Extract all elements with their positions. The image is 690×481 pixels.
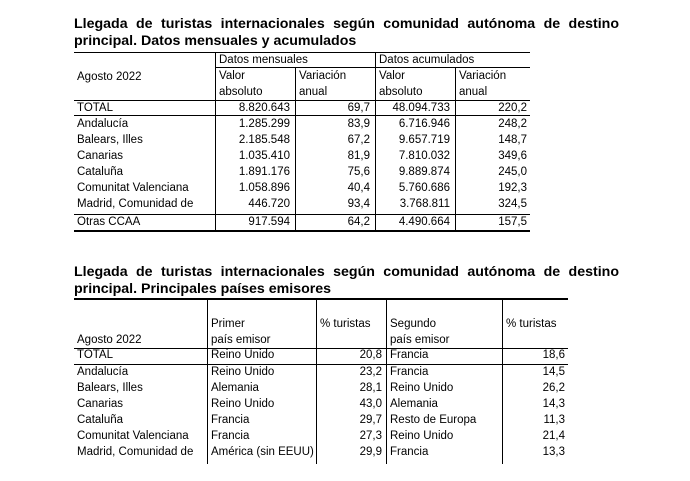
table2-period: Agosto 2022 bbox=[77, 334, 142, 346]
table1-row bbox=[0, 165, 690, 180]
table2-pct1: 29,7 bbox=[359, 414, 382, 426]
table2-row bbox=[0, 445, 690, 460]
table2-second: Resto de Europa bbox=[390, 414, 477, 426]
table2-region: Andalucía bbox=[77, 366, 129, 378]
table1-row bbox=[0, 133, 690, 148]
table2-region: Cataluña bbox=[77, 414, 124, 426]
table1-row bbox=[0, 117, 690, 132]
table1-a-abs: 5.760.686 bbox=[398, 182, 450, 194]
table2-first: América (sin EEUU) bbox=[211, 446, 314, 458]
table1-col-value-1b: Valor bbox=[379, 70, 405, 82]
table1-m-var: 64,2 bbox=[347, 216, 370, 228]
table1-col-value-2: absoluto bbox=[219, 86, 263, 98]
table1-col-var-1b: Variación bbox=[459, 70, 507, 82]
table1-m-var: 81,9 bbox=[347, 150, 370, 162]
table1-bottom-rule bbox=[74, 230, 530, 232]
table1-region: Canarias bbox=[77, 150, 124, 162]
table1-region: Andalucía bbox=[77, 118, 129, 130]
table1-m-var: 83,9 bbox=[347, 118, 370, 130]
table2-pct1: 28,1 bbox=[359, 382, 382, 394]
table2-title: Llegada de turistas internacionales según comunidad autónoma de destino principal. Principales países emisores bbox=[74, 264, 619, 297]
table1-a-abs: 9.657.719 bbox=[398, 134, 450, 146]
table1-region: Balears, Illes bbox=[77, 134, 143, 146]
table1-col-var-1: Variación bbox=[299, 70, 347, 82]
table2-pct2: 26,2 bbox=[542, 382, 565, 394]
table2-pct2: 11,3 bbox=[543, 414, 565, 426]
table2-pct1: 20,8 bbox=[359, 349, 382, 361]
table2-first: Francia bbox=[211, 414, 250, 426]
table1-group-cumulative: Datos acumulados bbox=[379, 54, 475, 66]
table2-pct2: 18,6 bbox=[542, 349, 565, 361]
table1-m-var: 93,4 bbox=[347, 198, 370, 210]
table2-region: Madrid, Comunidad de bbox=[77, 446, 194, 458]
table1-a-var: 324,5 bbox=[498, 198, 527, 210]
table1-row bbox=[0, 149, 690, 164]
table1-m-abs: 8.820.643 bbox=[238, 102, 290, 114]
table1-a-var: 245,0 bbox=[498, 166, 527, 178]
table1-region: TOTAL bbox=[77, 102, 113, 114]
table1-m-var: 69,7 bbox=[347, 102, 370, 114]
table1-a-var: 148,7 bbox=[498, 134, 527, 146]
table1-a-var: 349,6 bbox=[498, 150, 527, 162]
table2-row bbox=[0, 413, 690, 428]
table2-pct1: 23,2 bbox=[359, 366, 382, 378]
table2-first: Reino Unido bbox=[211, 366, 275, 378]
table1-region: Cataluña bbox=[77, 166, 124, 178]
table2-row bbox=[0, 381, 690, 396]
table2-pct1: 29,9 bbox=[359, 446, 382, 458]
table1-a-var: 248,2 bbox=[498, 118, 527, 130]
table2-row bbox=[0, 429, 690, 444]
table1-period: Agosto 2022 bbox=[77, 71, 142, 83]
table1-a-abs: 9.889.874 bbox=[398, 166, 450, 178]
table2-second: Reino Unido bbox=[390, 382, 454, 394]
table2-col-first-1: Primer bbox=[211, 318, 245, 330]
table2-region: Balears, Illes bbox=[77, 382, 143, 394]
table2-region: Comunitat Valenciana bbox=[77, 430, 189, 442]
table2-second: Francia bbox=[390, 366, 429, 378]
table1-a-abs: 3.768.811 bbox=[399, 198, 450, 210]
table1-region: Comunitat Valenciana bbox=[77, 182, 189, 194]
table2-first: Francia bbox=[211, 430, 250, 442]
table2-col-first-2: país emisor bbox=[211, 334, 271, 346]
table1-col-var-2b: anual bbox=[459, 86, 488, 98]
table2-top-rule bbox=[74, 298, 568, 300]
table1-m-abs: 1.891.176 bbox=[238, 166, 290, 178]
table1-m-abs: 1.058.896 bbox=[238, 182, 290, 194]
table2-second: Alemania bbox=[390, 398, 438, 410]
table2-second: Francia bbox=[390, 349, 429, 361]
table2-second: Francia bbox=[390, 446, 429, 458]
table1-group-monthly: Datos mensuales bbox=[219, 54, 308, 66]
table2-region: TOTAL bbox=[77, 349, 113, 361]
table1-m-abs: 917.594 bbox=[248, 216, 290, 228]
table2-row bbox=[0, 365, 690, 380]
table2-first: Reino Unido bbox=[211, 398, 275, 410]
table2-col-pct-2: % turistas bbox=[506, 318, 557, 330]
table1-row bbox=[0, 181, 690, 196]
table1-col-var-2: anual bbox=[299, 86, 328, 98]
table1-region: Madrid, Comunidad de bbox=[77, 198, 194, 210]
table1-m-abs: 1.285.299 bbox=[238, 118, 290, 130]
table2-row bbox=[0, 397, 690, 412]
table1-row bbox=[0, 197, 690, 212]
table1-m-var: 75,6 bbox=[347, 166, 370, 178]
table1-m-abs: 446.720 bbox=[248, 198, 290, 210]
table2-pct2: 14,5 bbox=[542, 366, 565, 378]
table1-title: Llegada de turistas internacionales según comunidad autónoma de destino principal. Datos mensuales y acumulados bbox=[74, 16, 619, 49]
table1-a-var: 157,5 bbox=[498, 216, 527, 228]
table1-a-var: 220,2 bbox=[498, 102, 527, 114]
table2-second: Reino Unido bbox=[390, 430, 454, 442]
table2-col-pct-1: % turistas bbox=[320, 318, 371, 330]
table1-m-var: 40,4 bbox=[347, 182, 370, 194]
table1-a-abs: 6.716.946 bbox=[398, 118, 450, 130]
table1-a-abs: 7.810.032 bbox=[398, 150, 450, 162]
table1-row bbox=[0, 101, 690, 116]
table2-first: Reino Unido bbox=[211, 349, 275, 361]
table1-col-value-2b: absoluto bbox=[379, 86, 423, 98]
table1-m-var: 67,2 bbox=[347, 134, 370, 146]
table1-a-var: 192,3 bbox=[498, 182, 527, 194]
table2-col-second-2: país emisor bbox=[390, 334, 450, 346]
table2-region: Canarias bbox=[77, 398, 124, 410]
table1-a-abs: 4.490.664 bbox=[398, 216, 450, 228]
table1-m-abs: 2.185.548 bbox=[238, 134, 290, 146]
table2-pct2: 13,3 bbox=[542, 446, 565, 458]
table2-row bbox=[0, 348, 690, 363]
table2-pct1: 27,3 bbox=[359, 430, 382, 442]
table2-col-second-1: Segundo bbox=[390, 318, 437, 330]
table1-a-abs: 48.094.733 bbox=[392, 102, 450, 114]
table1-m-abs: 1.035.410 bbox=[238, 150, 290, 162]
table1-row bbox=[0, 215, 690, 230]
table1-region: Otras CCAA bbox=[77, 216, 141, 228]
table2-pct2: 14,3 bbox=[542, 398, 565, 410]
table1-col-value-1: Valor bbox=[219, 70, 245, 82]
table2-pct1: 43,0 bbox=[359, 398, 382, 410]
table2-pct2: 21,4 bbox=[542, 430, 565, 442]
table2-first: Alemania bbox=[211, 382, 259, 394]
